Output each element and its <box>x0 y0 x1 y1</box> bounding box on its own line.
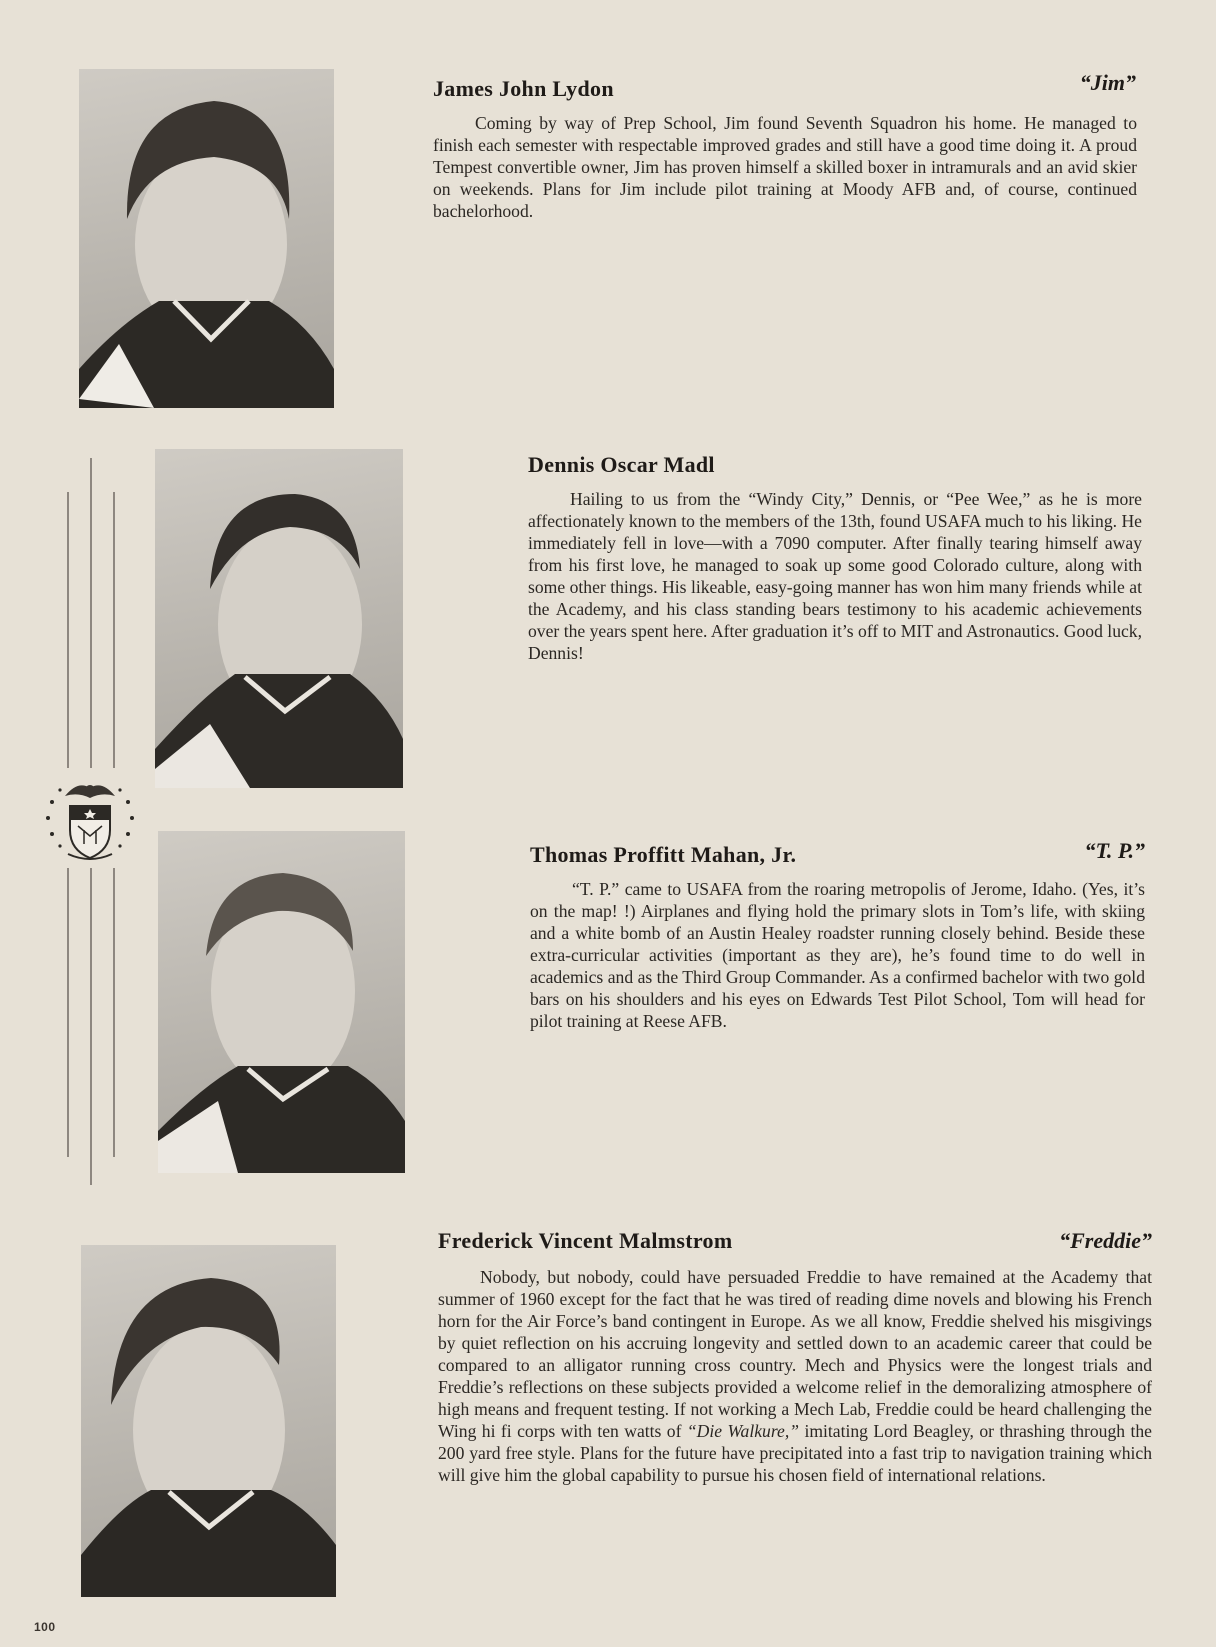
entry-nickname: “Jim” <box>1079 70 1136 95</box>
portrait-photo-malmstrom <box>81 1245 336 1597</box>
entry-bio <box>438 1266 1152 1486</box>
entry-name: Thomas Proffitt Mahan, Jr. <box>530 842 797 867</box>
entry-name: Frederick Vincent Malmstrom <box>438 1228 733 1253</box>
entry-bio-text: Nobody, but nobody, could have persuaded Freddie to have remained at the Academy that summer of 1960 except for the fact that he was tired of reading dime novels and blowing his French horn for the Air Force’s band contingent in Europe. As we all know, Freddie shelved his misgivings by quiet reflection on his accruing longevity and settled down to an academic career that could be compared to an alligator running cross country. Mech and Physics were the longest trials and Freddie’s reflections on these subjects provided a welcome relief in the demoralizing atmosphere of high means and frequent testing. If not working a Mech Lab, Freddie could be heard challenging the Wing hi fi corps with ten watts of <box>438 1267 1152 1441</box>
academy-seal-icon <box>40 768 140 868</box>
entry-bio: Hailing to us from the “Windy City,” Dennis, or “Pee Wee,” as he is more affectionately known to the members of the 13th, found USAFA much to his liking. He immediately fell in love—with a 7090 computer. After finally tearing himself away from his first love, he managed to soak up some good Colorado culture, along with some other things. His likeable, easy-going manner has won him many friends while at the Academy, and his class standing bears testimony to his academic achievements over the years spent here. After graduation it’s off to MIT and Astronautics. Good luck, Dennis! <box>528 489 1142 663</box>
entry-name: Dennis Oscar Madl <box>528 452 715 477</box>
entry-bio-italic-title: “Die Walkure,” <box>686 1421 800 1441</box>
page-number: 100 <box>34 1620 56 1634</box>
portrait-photo-madl <box>155 449 403 788</box>
entry-nickname: “T. P.” <box>1084 838 1145 863</box>
portrait-photo-mahan <box>158 831 405 1173</box>
entry-nickname: “Freddie” <box>1059 1228 1152 1253</box>
entry-bio: Coming by way of Prep School, Jim found Seventh Squadron his home. He managed to finish each semester with respectable improved grades and still have a good time doing it. A proud Tempest convertible owner, Jim has proven himself a skilled boxer in intramurals and an avid skier on weekends. Plans for Jim include pilot training at Moody AFB and, of course, continued bachelorhood. <box>433 113 1137 221</box>
entry-bio-text: imitating Lord Beagley, or thrashing through the 200 yard free style. Plans for the future have precipitated into a fast trip to navigation training which will give him the global capability to pursue his chosen field of international relations. <box>438 1421 1152 1485</box>
portrait-photo-lydon <box>79 69 334 408</box>
entry-name: James John Lydon <box>433 76 614 101</box>
entry-bio: “T. P.” came to USAFA from the roaring metropolis of Jerome, Idaho. (Yes, it’s on the map! !) Airplanes and flying hold the primary slots in Tom’s life, with skiing and a white bomb of an Austin Healey roadster running closely behind. Beside these extra-curricular activities (important as they are), he’s found time to do well in academics and as the Third Group Commander. As a confirmed bachelor with two gold bars on his shoulders and his eyes on Edwards Test Pilot School, Tom will head for pilot training at Reese AFB. <box>530 879 1145 1031</box>
